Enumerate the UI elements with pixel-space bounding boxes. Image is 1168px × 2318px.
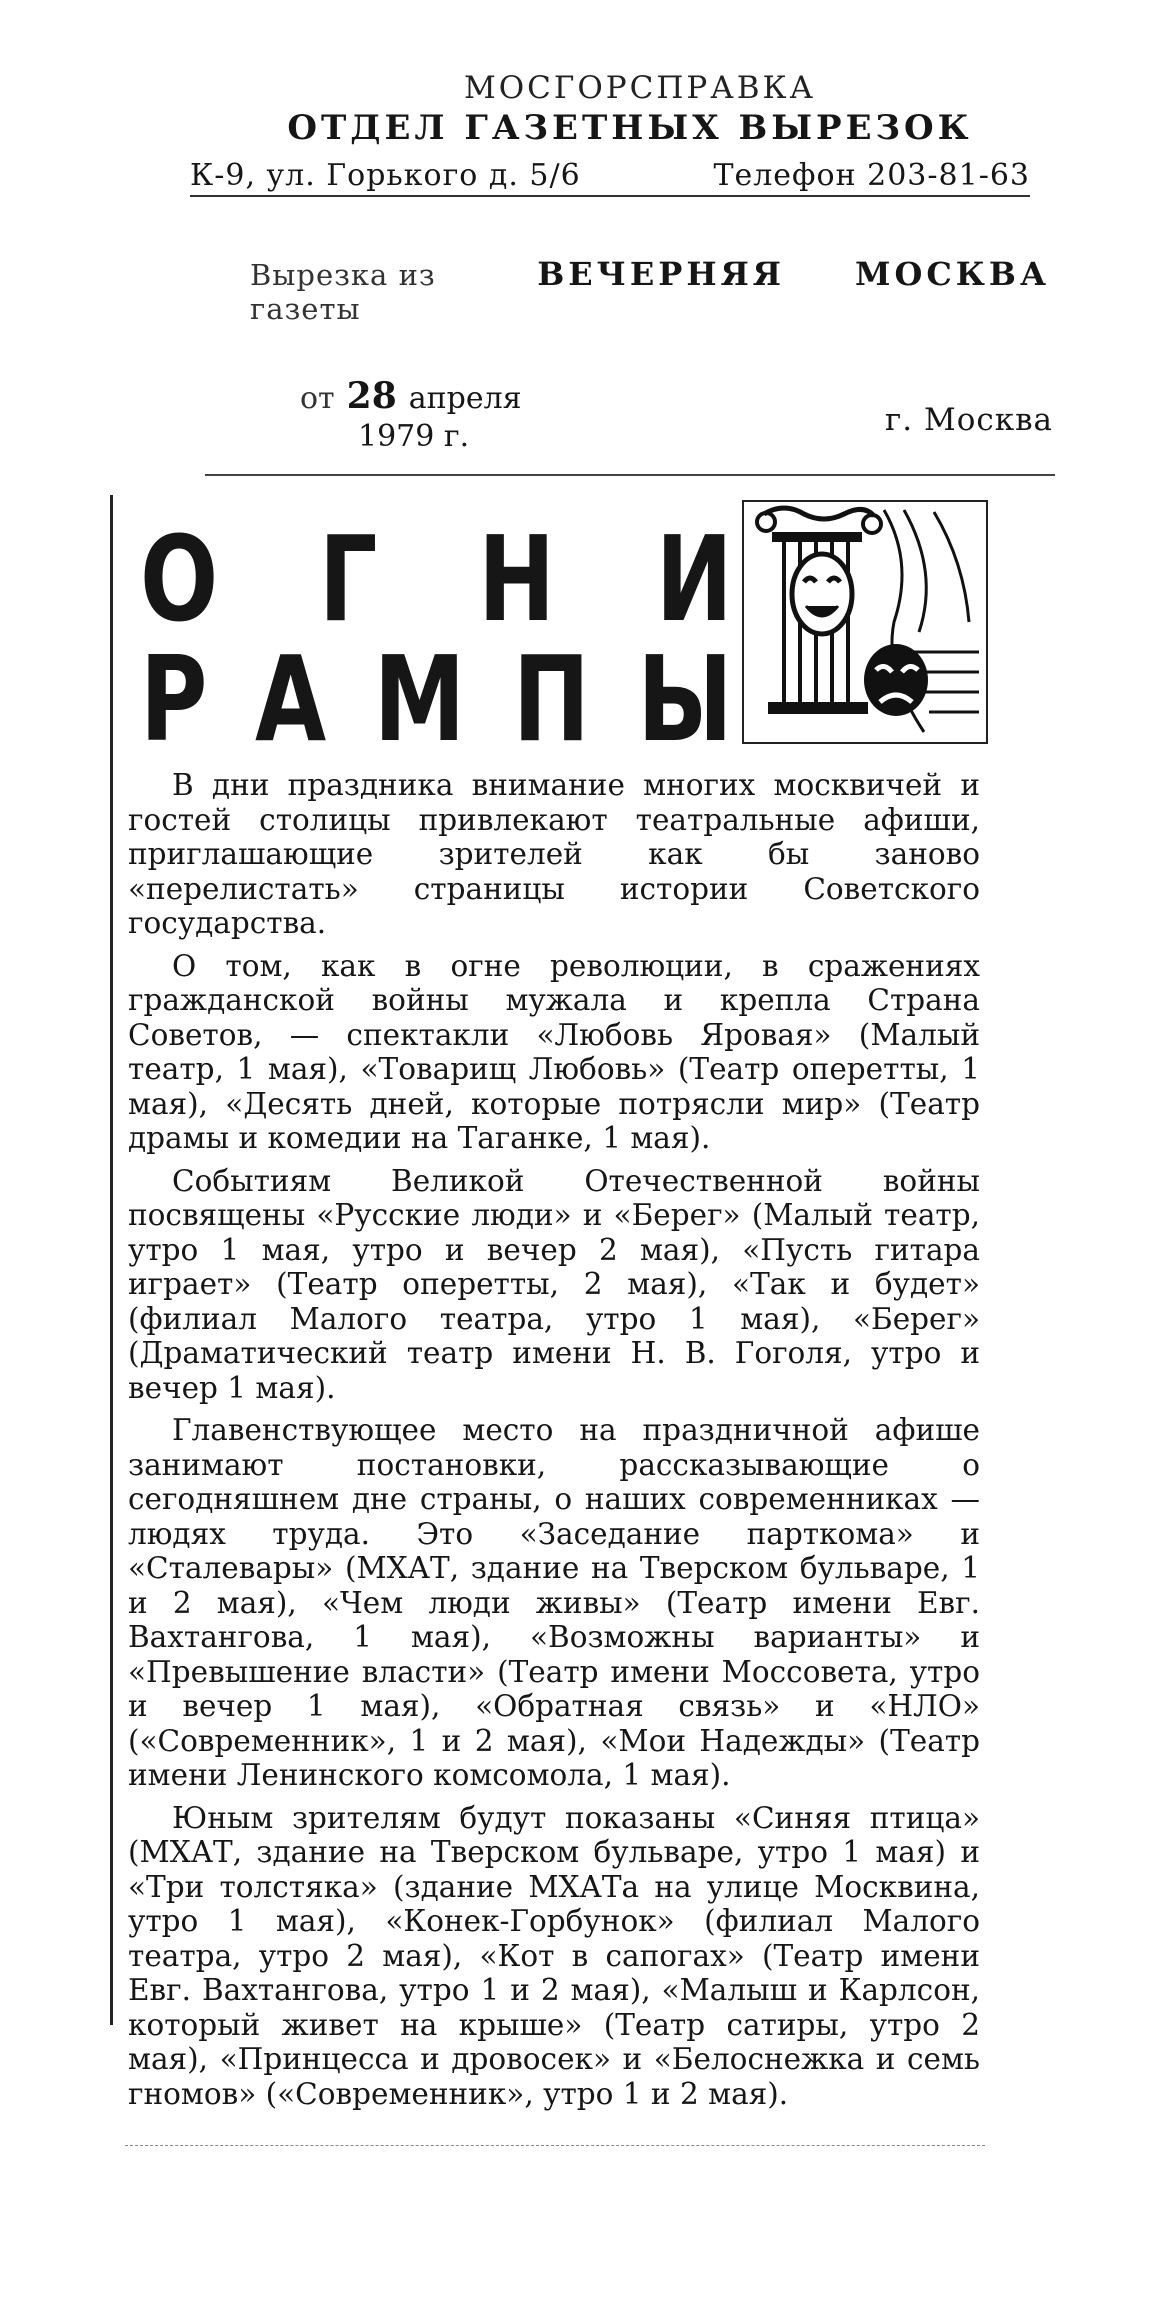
header-divider (205, 474, 1055, 476)
headline-letter: Р (140, 630, 208, 768)
article-paragraph: О том, как в огне революции, в сражениях гражданской войны мужала и крепла Страна Советов, — спектакли «Любовь Яровая» (Малый театр, 1 мая), «Товарищ Любовь» (Театр оперетты, 1 мая), «Десять дней, которые потрясли мир» (Театр драмы и комедии на Таганке, 1 мая). (128, 948, 980, 1155)
headline-letter: М (373, 630, 466, 768)
headline-line-2 (140, 630, 733, 768)
department-name: ОТДЕЛ ГАЗЕТНЫХ ВЫРЕЗОК (287, 108, 973, 148)
article-paragraph: Главенствующее место на праздничной афише занимают постановки, рассказывающие о сегодняшнем дне страны, о наших современниках — людях труда. Это «Заседание парткома» и «Сталевары» (МХАТ, здание на Тверском бульваре, 1 и 2 мая), «Чем люди живы» (Театр имени Евг. Вахтангова, 1 мая), «Возможны варианты» и «Превышение власти» (Театр имени Моссовета, утро и вечер 1 мая), «Обратная связь» и «НЛО» («Современник», 1 и 2 мая), «Мои Надежды» (Театр имени Ленинского комсомола, 1 мая). (128, 1413, 980, 1792)
issue-date (300, 375, 522, 454)
headline-letter: Г (318, 510, 378, 648)
article-body (128, 768, 980, 2119)
headline-letter: И (655, 510, 733, 648)
date-line (300, 375, 522, 417)
address: К-9, ул. Горького д. 5/6 (190, 158, 581, 193)
article-left-border (110, 495, 113, 2025)
date-prefix: от (300, 381, 335, 416)
headline-letter: А (254, 630, 327, 768)
source-row (250, 255, 1050, 326)
headline-letter: О (140, 510, 219, 648)
city: г. Москва (885, 402, 1054, 438)
phone: Телефон 203-81-63 (713, 158, 1030, 193)
article-paragraph: Юным зрителям будут показаны «Синяя птица» (МХАТ, здание на Тверском бульваре, утро 1 мая) и «Три толстяка» (здание МХАТа на улице Москвина, утро 1 мая), «Конек-Горбунок» (филиал Малого театра, утро 2 мая), «Кот в сапогах» (Театр имени Евг. Вахтангова, утро 1 и 2 мая), «Малыш и Карлсон, который живет на крыше» (Театр сатиры, утро 2 мая), «Принцесса и дровосек» и «Белоснежка и семь гномов» («Современник», утро 1 и 2 мая). (128, 1800, 980, 2111)
article-paragraph: Событиям Великой Отечественной войны посвящены «Русские люди» и «Берег» (Малый театр, утро 1 мая, утро и вечер 2 мая), «Пусть гитара играет» (Театр оперетты, 2 мая), «Так и будет» (филиал Малого театра, утро 1 мая), «Берег» (Драматический театр имени Н. В. Гоголя, утро и вечер 1 мая). (128, 1163, 980, 1405)
source-label: Вырезка из газеты (250, 258, 436, 326)
theatre-masks-icon (742, 500, 988, 744)
headline-line-1 (140, 510, 733, 648)
headline-letter: Ы (637, 630, 733, 768)
bureau-stamp (190, 70, 1050, 197)
headline-letter: Н (478, 510, 556, 648)
organization-name: МОСГОРСПРАВКА (463, 70, 816, 106)
bottom-divider (125, 2145, 985, 2146)
newspaper-name: ВЕЧЕРНЯЯ (537, 255, 786, 293)
theatre-masks-drawing (744, 502, 986, 742)
article-paragraph: В дни праздника внимание многих москвичей и гостей столицы привлекают театральные афиши, приглашающие зрителей как бы заново «перелистать» страницы истории Советского государства. (128, 768, 980, 940)
date-day: 28 (346, 375, 397, 417)
contact-row (190, 158, 1030, 197)
date-year: 1979 г. (358, 419, 470, 454)
date-month: апреля (408, 381, 522, 416)
headline-letter: П (512, 630, 590, 768)
newspaper-city: МОСКВА (855, 255, 1050, 293)
